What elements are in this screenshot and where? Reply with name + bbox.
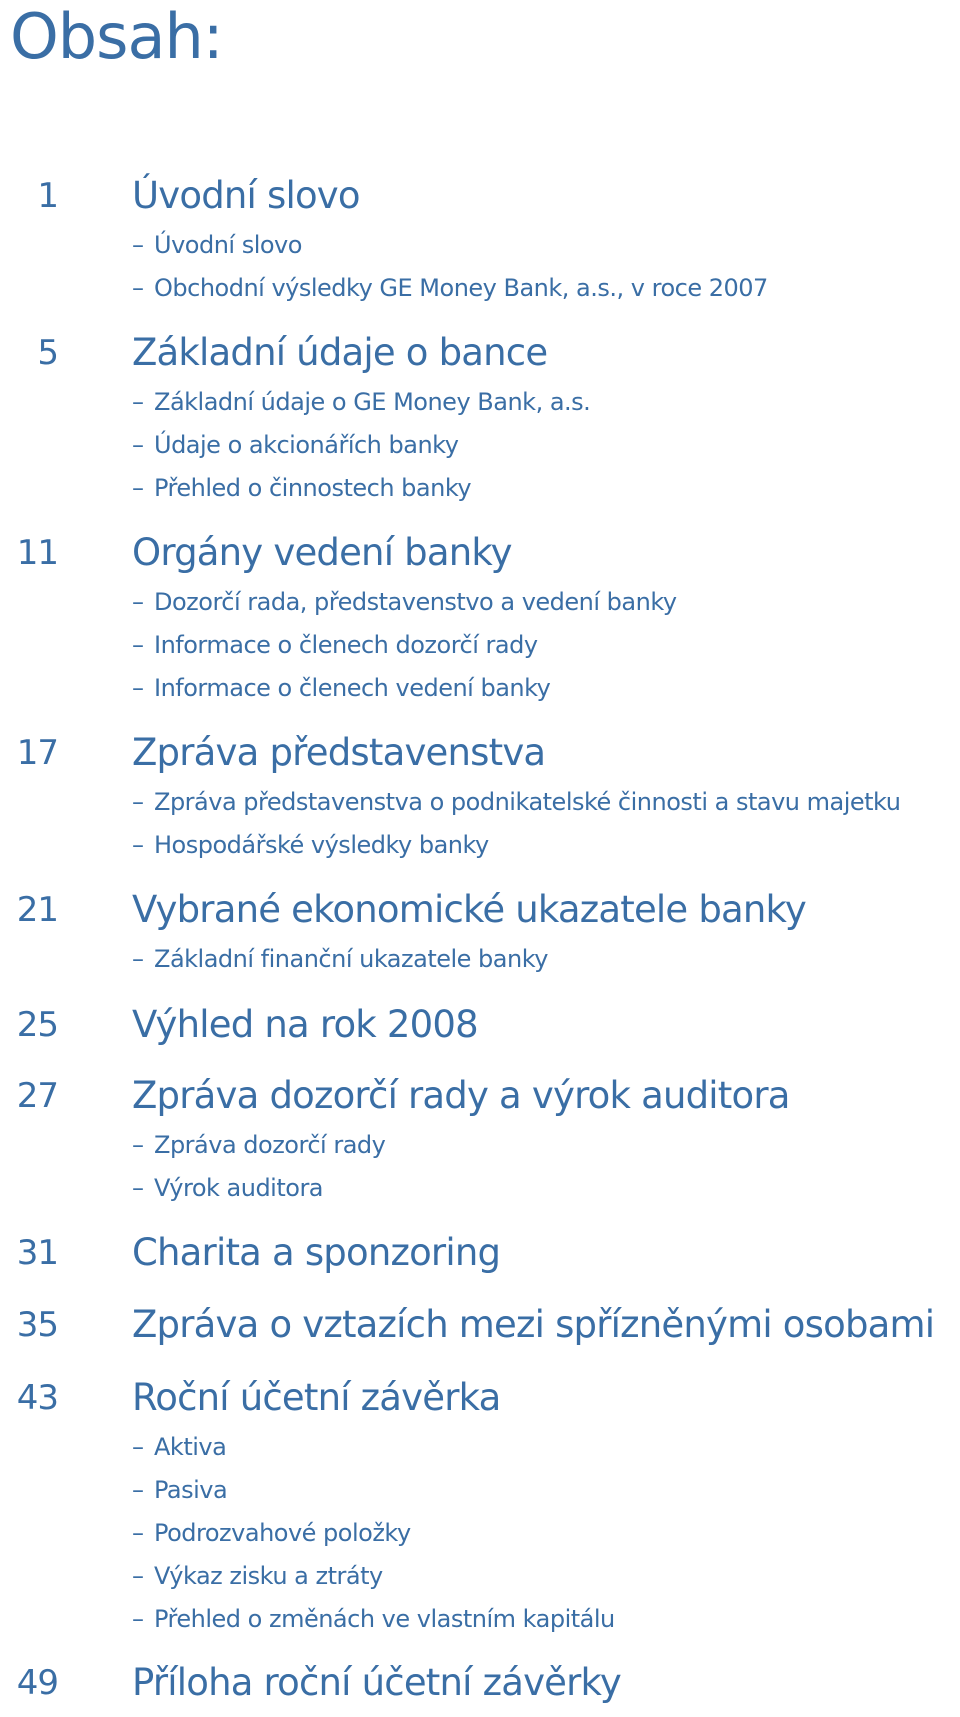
toc-heading: Roční účetní závěrka <box>132 1376 501 1419</box>
toc-page-number: 21 <box>16 890 58 930</box>
toc-subitem-label: Výrok auditora <box>154 1174 324 1202</box>
toc-subitem[interactable]: – Úvodní slovo <box>132 231 302 259</box>
toc-section-5 <box>0 325 960 510</box>
toc-subitem-label: Informace o členech vedení banky <box>154 674 551 702</box>
toc-section-1 <box>0 168 960 310</box>
toc-subitem[interactable]: – Údaje o akcionářích banky <box>132 431 459 459</box>
toc-page-number: 11 <box>16 533 58 573</box>
toc-section-49 <box>0 1655 960 1711</box>
toc-section-43 <box>0 1370 960 1641</box>
toc-heading: Příloha roční účetní závěrky <box>132 1661 621 1704</box>
toc-entry[interactable] <box>0 1068 960 1124</box>
toc-subitem[interactable]: – Přehled o činnostech banky <box>132 474 472 502</box>
toc-heading: Zpráva o vztazích mezi spřízněnými osobami <box>132 1303 935 1346</box>
page-title: Obsah: <box>10 0 223 73</box>
toc-entry[interactable] <box>0 1225 960 1281</box>
toc-heading: Orgány vedení banky <box>132 531 512 574</box>
toc-heading: Úvodní slovo <box>132 174 360 217</box>
toc-entry[interactable] <box>0 325 960 381</box>
toc-page-number: 25 <box>16 1005 58 1045</box>
toc-page-number: 31 <box>16 1233 58 1273</box>
toc-page-number: 17 <box>16 733 58 773</box>
toc-heading: Vybrané ekonomické ukazatele banky <box>132 888 806 931</box>
toc-section-21 <box>0 882 960 981</box>
toc-subitem[interactable]: – Výkaz zisku a ztráty <box>132 1562 383 1590</box>
toc-entry[interactable] <box>0 997 960 1053</box>
toc-subitem[interactable]: – Podrozvahové položky <box>132 1519 411 1547</box>
toc-subitem-label: Úvodní slovo <box>154 231 302 259</box>
toc-entry[interactable] <box>0 168 960 224</box>
toc-page-number: 5 <box>37 333 58 373</box>
toc-entry[interactable] <box>0 1297 960 1353</box>
toc-section-31 <box>0 1225 960 1281</box>
toc-subitem[interactable]: – Informace o členech vedení banky <box>132 674 551 702</box>
toc-subitem-label: Hospodářské výsledky banky <box>154 831 489 859</box>
toc-subitem-label: Údaje o akcionářích banky <box>154 431 459 459</box>
toc-subitem-label: Obchodní výsledky GE Money Bank, a.s., v roce 2007 <box>154 274 768 302</box>
toc-subitem-label: Základní údaje o GE Money Bank, a.s. <box>154 388 591 416</box>
toc-section-17 <box>0 725 960 867</box>
toc-subitem-label: Informace o členech dozorčí rady <box>154 631 538 659</box>
toc-subitem-label: Pasiva <box>154 1476 228 1504</box>
toc-subitem-label: Aktiva <box>154 1433 227 1461</box>
toc-heading: Zpráva dozorčí rady a výrok auditora <box>132 1074 790 1117</box>
toc-subitem-label: Základní finanční ukazatele banky <box>154 945 548 973</box>
toc-subitem[interactable]: – Zpráva dozorčí rady <box>132 1131 386 1159</box>
toc-heading: Základní údaje o bance <box>132 331 548 374</box>
toc-subitem[interactable]: – Aktiva <box>132 1433 227 1461</box>
toc-heading: Zpráva představenstva <box>132 731 546 774</box>
toc-subitem-label: Dozorčí rada, představenstvo a vedení banky <box>154 588 677 616</box>
toc-entry[interactable] <box>0 882 960 938</box>
toc-page-number: 49 <box>16 1663 58 1703</box>
toc-section-27 <box>0 1068 960 1210</box>
toc-subitem[interactable]: – Základní finanční ukazatele banky <box>132 945 548 973</box>
toc-subitem[interactable]: – Informace o členech dozorčí rady <box>132 631 538 659</box>
toc-page-number: 1 <box>37 176 58 216</box>
toc-page-number: 35 <box>16 1305 58 1345</box>
toc-subitem[interactable]: – Dozorčí rada, představenstvo a vedení banky <box>132 588 677 616</box>
toc-subitem[interactable]: – Výrok auditora <box>132 1174 324 1202</box>
toc-entry[interactable] <box>0 525 960 581</box>
toc-heading: Výhled na rok 2008 <box>132 1003 478 1046</box>
toc-subitem-label: Výkaz zisku a ztráty <box>154 1562 383 1590</box>
toc-subitem[interactable]: – Přehled o změnách ve vlastním kapitálu <box>132 1605 615 1633</box>
toc-subitem-label: Podrozvahové položky <box>154 1519 411 1547</box>
toc-section-11 <box>0 525 960 710</box>
toc-subitem[interactable]: – Obchodní výsledky GE Money Bank, a.s., v roce 2007 <box>132 274 768 302</box>
toc-subitem[interactable]: – Zpráva představenstva o podnikatelské činnosti a stavu majetku <box>132 788 901 816</box>
toc-entry[interactable] <box>0 725 960 781</box>
toc-section-35 <box>0 1297 960 1353</box>
toc-page-number: 27 <box>16 1076 58 1116</box>
toc-heading: Charita a sponzoring <box>132 1231 501 1274</box>
toc-subitem[interactable]: – Hospodářské výsledky banky <box>132 831 489 859</box>
toc-entry[interactable] <box>0 1655 960 1711</box>
toc-section-25 <box>0 997 960 1053</box>
toc-subitem[interactable]: – Základní údaje o GE Money Bank, a.s. <box>132 388 591 416</box>
toc-subitem-label: Zpráva dozorčí rady <box>154 1131 386 1159</box>
toc-page-number: 43 <box>16 1378 58 1418</box>
toc-subitem-label: Přehled o činnostech banky <box>154 474 472 502</box>
toc-entry[interactable] <box>0 1370 960 1426</box>
toc-subitem-label: Zpráva představenstva o podnikatelské činnosti a stavu majetku <box>154 788 901 816</box>
toc-subitem[interactable]: – Pasiva <box>132 1476 228 1504</box>
toc-subitem-label: Přehled o změnách ve vlastním kapitálu <box>154 1605 615 1633</box>
